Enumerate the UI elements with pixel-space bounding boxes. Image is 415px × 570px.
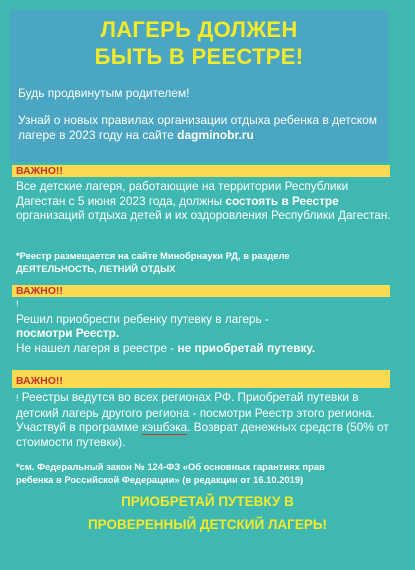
exclamation-mark-2: ! [16,393,19,403]
important-label-1: ВАЖНО!! [12,165,390,177]
registry-text-a: Все детские лагеря, работающие на территории Республики Дагестан с 5 июня 2023 года, должны [16,179,349,208]
registry-location-note [16,250,396,275]
intro-rules-body: Узнай о новых правилах организации отдыха ребенка в детском лагере в 2023 году на сайте [18,113,378,142]
cashback-word: кэшбэка [141,420,188,434]
registry-text-bold: состоять в Реестре [225,193,339,208]
intro-rules-text [18,113,380,143]
slogan-line-2: ПРОВЕРЕННЫЙ ДЕТСКИЙ ЛАГЕРЬ! [87,517,328,532]
cashback-text-a: Реестры ведутся во всех регионах РФ. Приобретай путевки в детский лагерь другого региона - посмотри Реестр этого региона. Участвуй в программе [16,390,375,434]
exclamation-mark: ! [16,299,19,309]
registry-requirement-text [16,179,396,223]
site-link[interactable]: dagminobr.ru [177,128,254,142]
important-label-3: ВАЖНО!! [12,370,390,388]
title-line-1: ЛАГЕРЬ ДОЛЖЕН [100,17,298,42]
title-line-2: БЫТЬ В РЕЕСТРЕ! [94,44,304,69]
cashback-text [16,390,396,449]
law-line-2: ребенка в Российской Федерации» (в редакции от 16.10.2019) [16,473,304,485]
check-line-2: посмотри Реестр. [16,326,120,340]
federal-law-note [16,461,396,486]
intro-text: Будь продвинутым родителем! [18,86,190,100]
check-line-3-bold: не приобретай путевку. [177,340,316,355]
important-label-2: ВАЖНО!! [12,285,390,297]
header-box [10,10,388,162]
check-line-1: Решил приобрести ребенку путевку в лагерь - [16,311,269,326]
note-line-1: *Реестр размещается на сайте Минобрнауки РД, в разделе [16,250,290,261]
registry-text-b: организаций отдыха детей и их оздоровления Республики Дагестан. [16,208,391,222]
check-registry-text [16,296,396,355]
check-line-3: Не нашел лагеря в реестре - [16,340,175,355]
cashback-text-b: . Возврат денежных средств (50% от стоимости путевки). [16,420,389,449]
poster-title [18,16,380,70]
note-line-2: ДЕЯТЕЛЬНОСТЬ, ЛЕТНИЙ ОТДЫХ [16,262,176,274]
law-line-1: *см. Федеральный закон № 124-ФЗ «Об основных гарантиях прав [16,461,325,472]
slogan-line-1: ПРИОБРЕТАЙ ПУТЕВКУ В [121,494,294,509]
